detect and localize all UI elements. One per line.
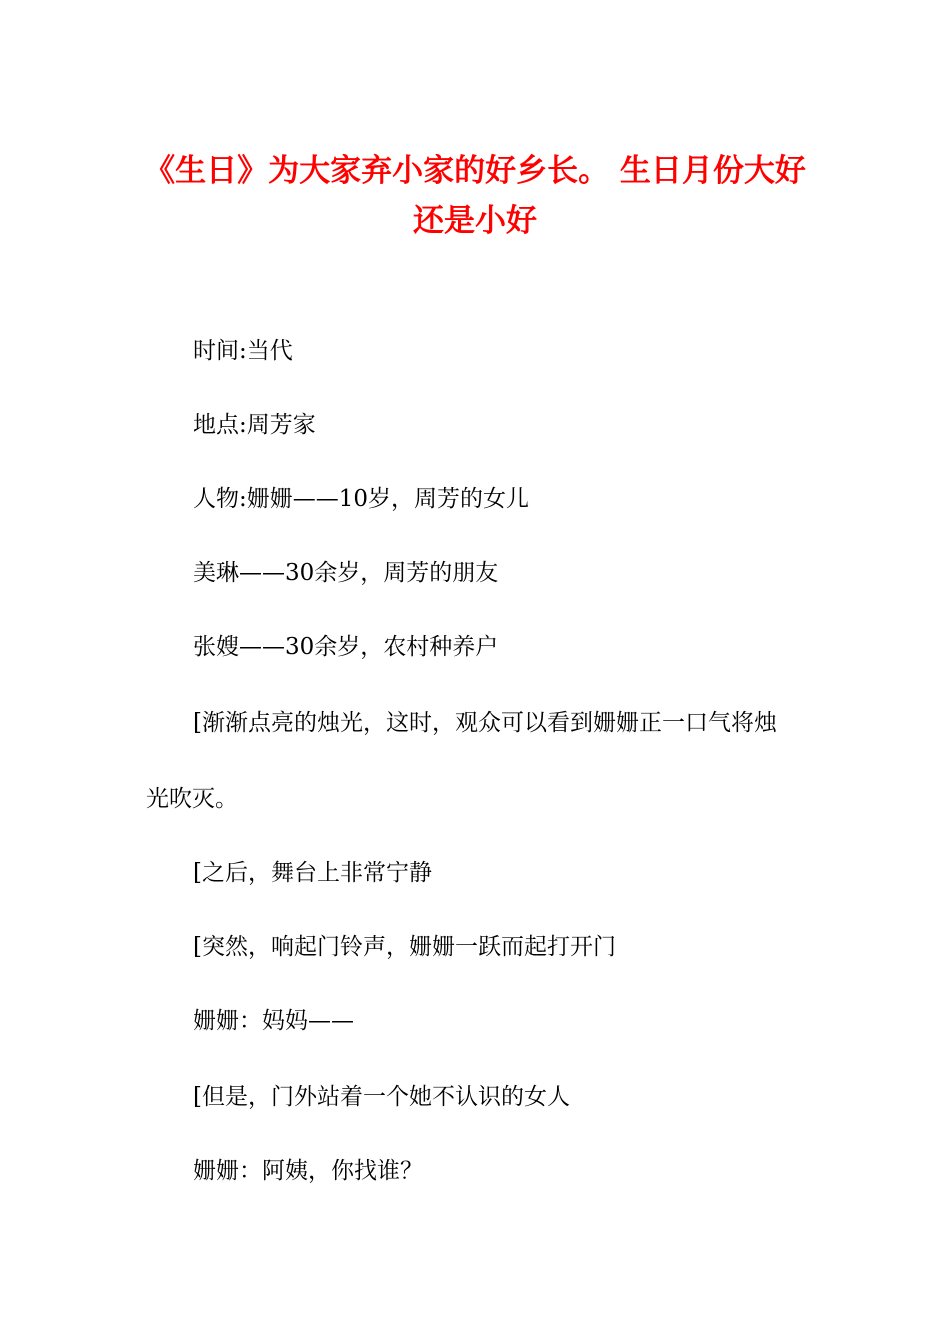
paragraph-character-zhangsao: 张嫂——30余岁，农村种养户 [193,634,499,660]
paragraph-stage-direction-stranger: [但是，门外站着一个她不认识的女人 [193,1084,570,1110]
paragraph-stage-direction-candle: [渐渐点亮的烛光，这时，观众可以看到姗姗正一口气将烛 [193,710,777,736]
paragraph-stage-direction-doorbell: [突然，响起门铃声，姗姗一跃而起打开门 [193,934,616,960]
paragraph-characters: 人物:姗姗——10岁，周芳的女儿 [193,486,530,512]
paragraph-dialogue-auntie: 姗姗：阿姨，你找谁？ [193,1158,423,1184]
paragraph-dialogue-mom: 姗姗：妈妈—— [193,1008,354,1034]
paragraph-stage-direction-quiet: [之后，舞台上非常宁静 [193,860,432,886]
paragraph-time: 时间:当代 [193,338,293,364]
paragraph-stage-direction-candle-cont: 光吹灭。 [146,786,238,812]
paragraph-place: 地点:周芳家 [193,412,316,438]
document-title: 《生日》为大家弃小家的好乡长。 生日月份大好还是小好 [144,153,806,239]
paragraph-character-meilin: 美琳——30余岁，周芳的朋友 [193,560,499,586]
